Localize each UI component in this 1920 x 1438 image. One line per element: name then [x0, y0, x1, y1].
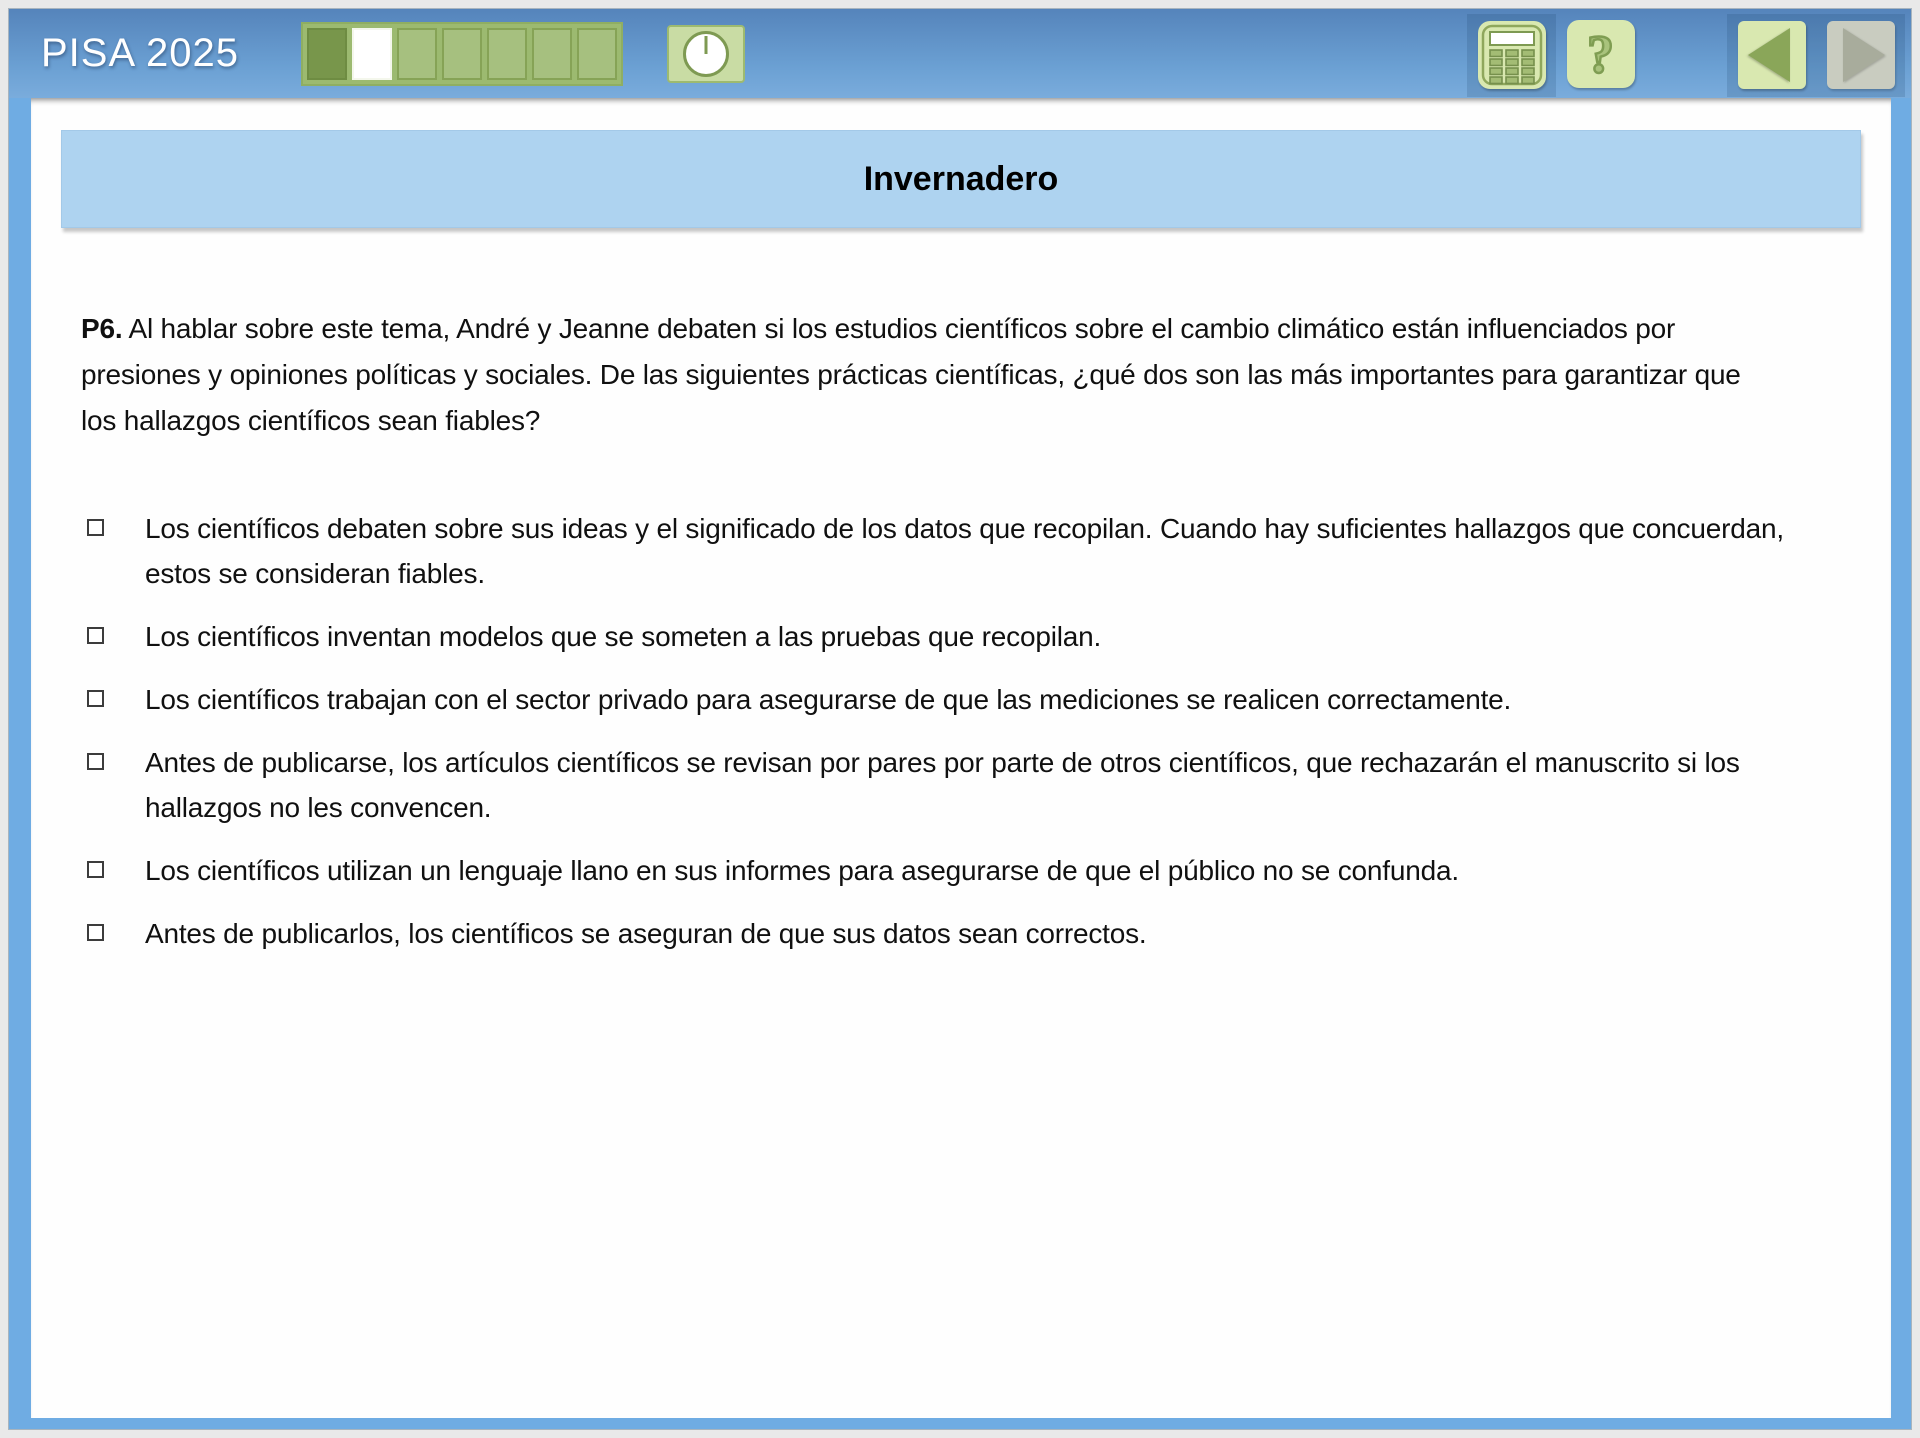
calculator-icon — [1481, 24, 1543, 86]
answer-option — [87, 911, 1841, 956]
progress-bar — [301, 22, 623, 86]
option-checkbox[interactable] — [87, 690, 104, 707]
unit-title-banner — [61, 130, 1861, 228]
help-button-wrap — [1556, 20, 1645, 88]
progress-segment-todo — [442, 28, 482, 80]
app-title: PISA 2025 — [41, 31, 240, 75]
option-label: Antes de publicarse, los artículos científicos se revisan por pares por parte de otros científicos, que rechazarán el manuscrito si los hallazgos no les convencen. — [145, 747, 1740, 823]
calculator-button-well — [1467, 14, 1556, 97]
option-checkbox[interactable] — [87, 861, 104, 878]
option-label: Antes de publicarlos, los científicos se aseguran de que sus datos sean correctos. — [145, 918, 1147, 949]
clock-hand-icon — [705, 36, 708, 54]
option-checkbox[interactable] — [87, 519, 104, 536]
clock-face-icon — [683, 31, 729, 77]
option-label: Los científicos trabajan con el sector privado para asegurarse de que las mediciones se realicen correctamente. — [145, 684, 1512, 715]
header-spacer — [1645, 53, 1727, 54]
forward-button-well — [1816, 14, 1905, 97]
back-arrow-icon — [1748, 28, 1790, 82]
option-checkbox[interactable] — [87, 924, 104, 941]
content-area — [31, 98, 1891, 1418]
answer-option — [87, 677, 1841, 722]
progress-segment-todo — [577, 28, 617, 80]
progress-segment-todo — [397, 28, 437, 80]
forward-button[interactable] — [1827, 21, 1895, 89]
question-text — [81, 306, 1761, 444]
application-window — [8, 8, 1912, 1430]
help-button[interactable] — [1567, 20, 1635, 88]
forward-arrow-icon — [1843, 28, 1885, 82]
unit-title: Invernadero — [863, 159, 1059, 198]
option-label: Los científicos utilizan un lenguaje llano en sus informes para asegurarse de que el público no se confunda. — [145, 855, 1459, 886]
answer-option — [87, 848, 1841, 893]
option-checkbox[interactable] — [87, 627, 104, 644]
back-button-well — [1727, 14, 1816, 97]
answer-option — [87, 614, 1841, 659]
progress-segment-current — [352, 28, 392, 80]
answer-option — [87, 506, 1841, 596]
question-mark-icon: ? — [1587, 23, 1614, 84]
back-button[interactable] — [1738, 21, 1806, 89]
timer-icon — [667, 25, 745, 83]
option-label: Los científicos debaten sobre sus ideas y el significado de los datos que recopilan. Cuando hay suficientes hallazgos que concuerdan, estos se consideran fiables. — [145, 513, 1784, 589]
header-bar — [9, 9, 1911, 98]
answer-option — [87, 740, 1841, 830]
progress-segment-todo — [487, 28, 527, 80]
options-list — [87, 506, 1841, 956]
header-tools — [1467, 9, 1911, 98]
progress-segment-todo — [532, 28, 572, 80]
option-checkbox[interactable] — [87, 753, 104, 770]
question-number: P6. — [81, 313, 123, 344]
progress-segment-done — [307, 28, 347, 80]
calculator-button[interactable] — [1478, 21, 1546, 89]
option-label: Los científicos inventan modelos que se someten a las pruebas que recopilan. — [145, 621, 1102, 652]
question-body: Al hablar sobre este tema, André y Jeanne debaten si los estudios científicos sobre el cambio climático están influenciados por presiones y opiniones políticas y sociales. De las siguientes prácticas científicas, ¿qué dos son las más importantes para garantizar que los hallazgos científicos sean fiables? — [81, 313, 1741, 436]
